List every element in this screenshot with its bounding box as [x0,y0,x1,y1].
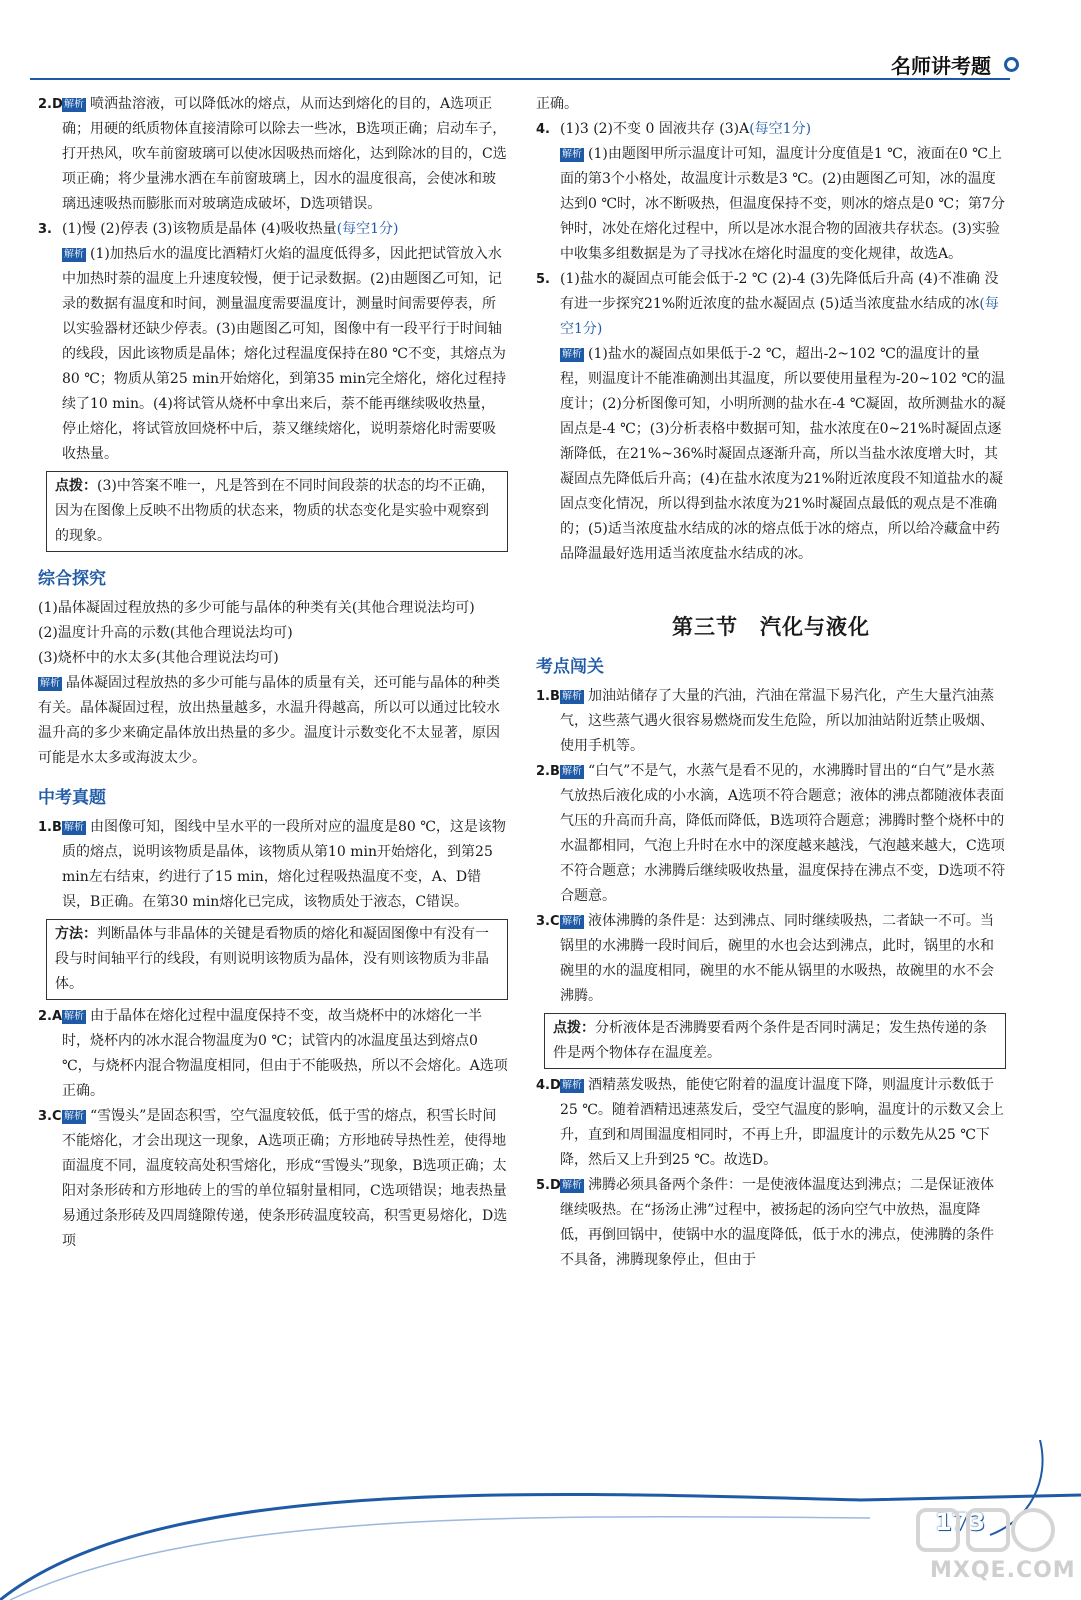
tip-text: 分析液体是否沸腾要看两个条件是否同时满足；发生热传递的条件是两个物体存在温度差。 [553,1020,987,1061]
analysis-text: 由图像可知，图线中呈水平的一段所对应的温度是80 ℃，这是该物质的熔点，说明该物质是晶体，该物质从第10 min开始熔化，到第25 min左右结束，约进行了15 min，熔化过程吸热温度不变，A、D错误，B正确。在第30 min熔化已完成，该物质处于液态，C错误。 [62,819,506,910]
analysis-tag: 解析 [64,1111,84,1122]
tip-label: 点拨： [553,1020,595,1036]
method-box [46,919,508,1000]
chapter-title: 第三节 汽化与液化 [672,615,870,639]
analysis-text: 液体沸腾的条件是：达到沸点、同时继续吸热，二者缺一不可。当锅里的水沸腾一段时间后，碗里的水也会达到沸点，此时，锅里的水和碗里的水的温度相同，碗里的水不能从锅里的水吸热，故碗里的水不会沸腾。 [560,913,994,1004]
answer-item [38,1104,508,1254]
analysis-tag: 解析 [64,822,84,833]
method-text: 判断晶体与非晶体的关键是看物质的熔化和凝固图像中有没有一段与时间轴平行的线段，有则说明该物质为晶体，没有则该物质为非晶体。 [55,926,489,992]
analysis-text: (1)由题图甲所示温度计可知，温度计分度值是1 ℃，液面在0 ℃上面的第3个小格处，故温度计示数是3 ℃。(2)由题图乙可知，冰的温度达到0 ℃时，冰不断吸热，但温度保持不变，则冰的熔点是0 ℃；第7分钟时，冰处在熔化过程中，所以是冰水混合物的固液共存状态。(3)实验中收集多组数据是为了寻找冰在熔化时温度的变化规律，故选A。 [560,146,1005,262]
analysis-text: 酒精蒸发吸热，能使它附着的温度计温度下降，则温度计示数低于25 ℃。随着酒精迅速蒸发后，受空气温度的影响，温度计的示数又会上升，直到和周围温度相同时，不再上升，即温度计的示数先从25 ℃下降，然后又上升到25 ℃。故选D。 [560,1077,1004,1168]
analysis-text: 晶体凝固过程放热的多少可能与晶体的质量有关，还可能与晶体的种类有关。晶体凝固过程，放出热量越多，水温升得越高，所以可以通过比较水温升高的多少来确定晶体放出热量的多少。温度计示数变化不太显著，原因可能是水太多或海波太少。 [38,675,500,766]
analysis-tag: 解析 [64,99,84,110]
answer-item [536,909,1006,1009]
header-rule [30,78,1010,80]
tip-label: 点拨： [55,478,97,494]
answer-item [38,1004,508,1104]
item-number: 2.A [38,1009,63,1024]
section-heading: 中考真题 [38,788,106,808]
page-number: 173 [935,1508,986,1536]
item-number: 4.D [536,1078,561,1093]
analysis-text: 加油站储存了大量的汽油，汽油在常温下易汽化，产生大量汽油蒸气，这些蒸气遇火很容易燃烧而发生危险，所以加油站附近禁止吸烟、使用手机等。 [560,688,994,754]
analysis-text: 由于晶体在熔化过程中温度保持不变，故当烧杯中的冰熔化一半时，烧杯内的冰水混合物温度为0 ℃；试管内的冰温度虽达到熔点0 ℃，与烧杯内混合物温度相同，但由于不能吸热，所以不会熔化。A选项正确。 [62,1008,508,1099]
explore-answer: (3)烧杯中的水太多(其他合理说法均可) [38,650,279,666]
score-note: (每空1分) [560,296,999,337]
answer-item [38,217,508,467]
continued-text: 正确。 [536,96,578,112]
answer-item [536,267,1006,567]
item-number: 1.B [38,820,62,835]
score-note: (每空1分) [749,121,812,137]
analysis-tag: 解析 [562,766,582,777]
section-heading: 综合探究 [38,569,106,589]
answer-item [536,117,1006,267]
item-number: 5.D [536,1178,561,1193]
answer-item [536,1073,1006,1173]
analysis-tag: 解析 [40,678,60,689]
item-number: 5. [536,272,550,287]
answer-item [38,92,508,217]
explore-answer: (2)温度计升高的示数(其他合理说法均可) [38,625,293,641]
tip-box [46,471,508,552]
header-ring-icon [1004,57,1019,72]
analysis-tag: 解析 [562,691,582,702]
item-number: 3.C [38,1109,62,1124]
score-note: (每空1分) [336,221,399,237]
right-column [536,92,1006,1273]
answer-item [38,815,508,915]
item-number: 3. [38,222,52,237]
analysis-tag: 解析 [64,249,84,260]
method-label: 方法： [55,926,97,942]
watermark-text: MXQE.COM [930,1558,1076,1583]
analysis-text: “雪馒头”是固态积雪，空气温度较低，低于雪的熔点，积雪长时间不能熔化，才会出现这一现象，A选项正确；方形地砖导热性差，使得地面温度不同，温度较高处积雪熔化，形成“雪馒头”现象，B选项正确；太阳对条形砖和方形地砖上的雪的单位辐射量相同，C选项错误；地表热量易通过条形砖及四周缝隙传递，使条形砖温度较高，积雪更易熔化，D选项 [62,1108,508,1249]
item-number: 2.D [38,97,63,112]
analysis-text: 喷洒盐溶液，可以降低冰的熔点，从而达到熔化的目的，A选项正确；用硬的纸质物体直接清除可以除去一些冰，B选项正确；启动车子，打开热风，吹车前窗玻璃可以使冰因吸热而熔化，达到除冰的目的，C选项正确；将少量沸水洒在车前窗玻璃上，因水的温度很高，会使冰和玻璃迅速吸热而膨胀而对玻璃造成破坏，D选项错误。 [62,96,507,212]
analysis-tag: 解析 [562,1080,582,1091]
analysis-tag: 解析 [562,916,582,927]
analysis-tag: 解析 [562,149,582,160]
analysis-tag: 解析 [562,1180,582,1191]
analysis-text: (1)加热后水的温度比酒精灯火焰的温度低得多，因此把试管放入水中加热时萘的温度上升速度较慢，便于记录数据。(2)由题图乙可知，记录的数据有温度和时间，测量温度需要温度计，测量时间需要停表，所以实验器材还缺少停表。(3)由题图乙可知，图像中有一段平行于时间轴的线段，因此该物质是晶体；熔化过程温度保持在80 ℃不变，其熔点为80 ℃；物质从第25 min开始熔化，到第35 min完全熔化，熔化过程持续了10 min。(4)将试管从烧杯中拿出来后，萘不能再继续吸收热量，停止熔化，将试管放回烧杯中后，萘又继续熔化，说明萘熔化时需要吸收热量。 [62,246,506,462]
left-column [38,92,508,1254]
answer-text: (1)慢 (2)停表 (3)该物质是晶体 (4)吸收热量 [62,221,337,237]
analysis-text: 沸腾必须具备两个条件：一是使液体温度达到沸点；二是保证液体继续吸热。在“扬汤止沸”过程中，被扬起的汤向空气中放热，温度降低，再倒回锅中，使锅中水的温度降低，低于水的沸点，使沸腾的条件不具备，沸腾现象停止，但由于 [560,1177,994,1268]
item-number: 4. [536,122,550,137]
analysis-text: (1)盐水的凝固点如果低于-2 ℃，超出-2~102 ℃的温度计的量程，则温度计不能准确测出其温度，所以要使用量程为-20~102 ℃的温度计；(2)分析图像可知，小明所测的盐水在-4 ℃凝固，故所测盐水的凝固点是-4 ℃；(3)分析表格中数据可知，盐水浓度在0~21%时凝固点逐渐降低，在21%~36%时凝固点逐渐升高，所以当盐水浓度增大时，其凝固点先降低后升高；(4)在盐水浓度为21%附近浓度段不知道盐水的凝固点变化情况，所以得到盐水浓度为21%时凝固点最低的观点是不准确的；(5)适当浓度盐水结成的冰的熔点低于冰的熔点，所以给冷藏盒中药品降温最好选用适当浓度盐水结成的冰。 [560,346,1006,562]
item-number: 1.B [536,689,560,704]
answer-item [536,684,1006,759]
item-number: 3.C [536,914,560,929]
tip-text: (3)中答案不唯一，凡是答到在不同时间段萘的状态的均不正确，因为在图像上反映不出物质的状态来，物质的状态变化是实验中观察到的现象。 [55,478,495,544]
item-number: 2.B [536,764,560,779]
analysis-tag: 解析 [562,349,582,360]
tip-box [544,1013,1006,1069]
answer-text: (1)盐水的凝固点可能会低于-2 ℃ (2)-4 (3)先降低后升高 (4)不准确 没有进一步探究21%附近浓度的盐水凝固点 (5)适当浓度盐水结成的冰 [560,271,999,312]
explore-answer: (1)晶体凝固过程放热的多少可能与晶体的种类有关(其他合理说法均可) [38,600,475,616]
section-heading: 考点闯关 [536,657,604,677]
answer-text: (1)3 (2)不变 0 固液共存 (3)A [560,121,750,137]
analysis-text: “白气”不是气，水蒸气是看不见的，水沸腾时冒出的“白气”是水蒸气放热后液化成的小水滴，A选项不符合题意；液体的沸点都随液体表面气压的升高而升高，降低而降低，B选项符合题意；沸腾时整个烧杯中的水温都相同，气泡上升时在水中的深度越来越浅，气泡越来越大，C选项不符合题意；水沸腾后继续吸收热量，温度保持在沸点不变，D选项不符合题意。 [560,763,1006,904]
answer-item [536,759,1006,909]
explore-analysis [38,671,508,771]
header-title: 名师讲考题 [891,54,991,78]
answer-item [536,1173,1006,1273]
analysis-tag: 解析 [64,1011,84,1022]
